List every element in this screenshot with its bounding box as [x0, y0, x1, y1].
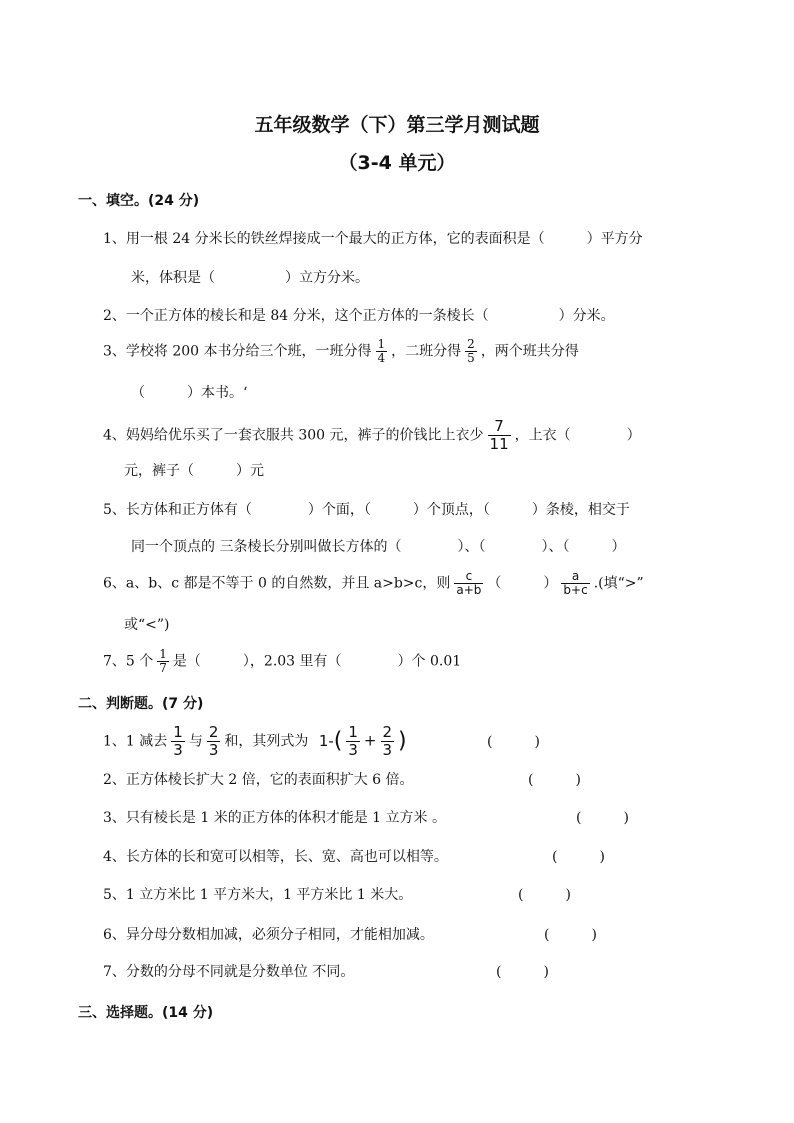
s2-q6: 6、异分母分数相加减，必须分子相同，才能相加减。 [103, 927, 434, 943]
fraction-two-thirds [207, 724, 221, 759]
s2-q2: 2、正方体棱长扩大 2 倍，它的表面积扩大 6 倍。 [103, 772, 414, 788]
s2-q3-answer-blank[interactable]: ( ) [576, 810, 629, 826]
fraction-a-over-b-plus-c [561, 570, 589, 597]
s1-q1-line2: 米，体积是（ ）立方分米。 [131, 270, 369, 286]
s1-q7-text-a: 7、5 个 [103, 653, 154, 670]
s1-q4-line2: 元，裤子（ ）元 [124, 463, 264, 479]
fraction-denominator: 3 [382, 741, 393, 759]
s1-q6-line2: 或“<”) [124, 617, 170, 633]
s2-q1-answer-blank[interactable]: ( ) [487, 734, 540, 750]
s1-q3-line1 [103, 338, 579, 365]
fraction-numerator: c [454, 570, 483, 584]
s2-q7: 7、分数的分母不同就是分数单位 不同。 [103, 964, 355, 980]
s2-q1-text-b: 和，其列式为 [224, 733, 309, 750]
fraction-c-over-a-plus-b [454, 570, 483, 597]
s2-q1-expr-lead: 1- [318, 731, 334, 750]
s1-q3-text-a: 3、学校将 200 本书分给三个班，一班分得 [103, 343, 372, 360]
section-3-heading: 三、选择题。(14 分) [78, 1005, 214, 1021]
fraction-two-fifths [465, 338, 477, 365]
s2-q4: 4、长方体的长和宽可以相等，长、宽、高也可以相等。 [103, 849, 448, 865]
fraction-seven-elevenths [488, 418, 511, 453]
s1-q6-text-c: .(填“>” [593, 575, 644, 592]
s1-q5-line1: 5、长方体和正方体有（ ）个面，（ ）个顶点，（ ）条棱，相交于 [103, 502, 630, 518]
s1-q6-line1 [103, 570, 644, 597]
fraction-numerator: 2 [467, 337, 475, 351]
right-paren: ) [398, 728, 407, 754]
fraction-one-third-expr [346, 724, 360, 759]
fraction-numerator: 1 [348, 723, 358, 741]
fraction-numerator: a [561, 570, 589, 584]
s1-q4-line1 [103, 418, 641, 453]
fraction-denominator: 3 [208, 741, 219, 759]
s1-q2: 2、一个正方体的棱长和是 84 分米，这个正方体的一条棱长（ ）分米。 [103, 308, 615, 324]
fraction-denominator: 3 [173, 741, 183, 759]
fraction-numerator: 2 [382, 723, 393, 741]
s2-q5: 5、1 立方米比 1 平方米大，1 平方米比 1 米大。 [103, 887, 413, 903]
s1-q7 [103, 648, 461, 675]
s2-q1 [103, 724, 407, 759]
fraction-one-quarter [376, 338, 388, 365]
s2-q7-answer-blank[interactable]: ( ) [496, 964, 549, 980]
fraction-numerator: 7 [488, 418, 511, 436]
s1-q7-text-b: 是（ ），2.03 里有（ ）个 0.01 [172, 653, 462, 670]
s1-q4-text-a: 4、妈妈给优乐买了一套衣服共 300 元，裤子的价钱比上衣少 [103, 427, 484, 444]
fraction-denominator: 11 [489, 435, 509, 453]
fraction-denominator: 7 [159, 661, 167, 675]
fraction-numerator: 2 [208, 723, 219, 741]
fraction-denominator: b+c [563, 583, 588, 597]
section-1-heading: 一、填空。(24 分) [78, 193, 200, 209]
page-title: 五年级数学（下）第三学月测试题 [254, 114, 540, 136]
s1-q3-text-b: ，二班分得 [391, 343, 462, 360]
s1-q3-line2: （ ）本书。‘ [131, 385, 248, 401]
s1-q6-text-b: （ ） [487, 575, 558, 592]
page-subtitle: （3-4 单元） [338, 152, 456, 174]
left-paren: ( [333, 728, 343, 754]
fraction-one-seventh [157, 648, 169, 675]
s1-q6-text-a: 6、a、b、c 都是不等于 0 的自然数，并且 a>b>c，则 [103, 575, 451, 592]
s2-q2-answer-blank[interactable]: ( ) [528, 772, 581, 788]
s2-q6-answer-blank[interactable]: ( ) [544, 927, 597, 943]
fraction-numerator: 1 [173, 723, 183, 741]
s1-q5-line2: 同一个顶点的 三条棱长分别叫做长方体的（ ）、（ ）、（ ） [131, 539, 626, 555]
fraction-one-third [171, 724, 185, 759]
s2-q1-mid: 与 [188, 733, 203, 750]
fraction-two-thirds-expr [381, 724, 395, 759]
section-2-heading: 二、判断题。(7 分) [78, 696, 204, 712]
s1-q4-text-b: ，上衣（ ） [514, 427, 641, 444]
s2-q1-text-a: 1、1 减去 [103, 733, 168, 750]
s2-q3: 3、只有棱长是 1 米的正方体的体积才能是 1 立方米 。 [103, 810, 446, 826]
fraction-denominator: 4 [377, 351, 386, 365]
s1-q3-text-c: ，两个班共分得 [480, 343, 579, 360]
fraction-denominator: 5 [467, 351, 475, 365]
plus-sign: + [363, 731, 377, 750]
s1-q1-line1: 1、用一根 24 分米长的铁丝焊接成一个最大的正方体，它的表面积是（ ）平方分 [103, 231, 643, 247]
fraction-denominator: 3 [348, 741, 358, 759]
s2-q5-answer-blank[interactable]: ( ) [518, 887, 571, 903]
fraction-denominator: a+b [456, 583, 482, 597]
fraction-numerator: 1 [377, 337, 386, 351]
fraction-numerator: 1 [159, 647, 167, 661]
s2-q4-answer-blank[interactable]: ( ) [552, 849, 605, 865]
